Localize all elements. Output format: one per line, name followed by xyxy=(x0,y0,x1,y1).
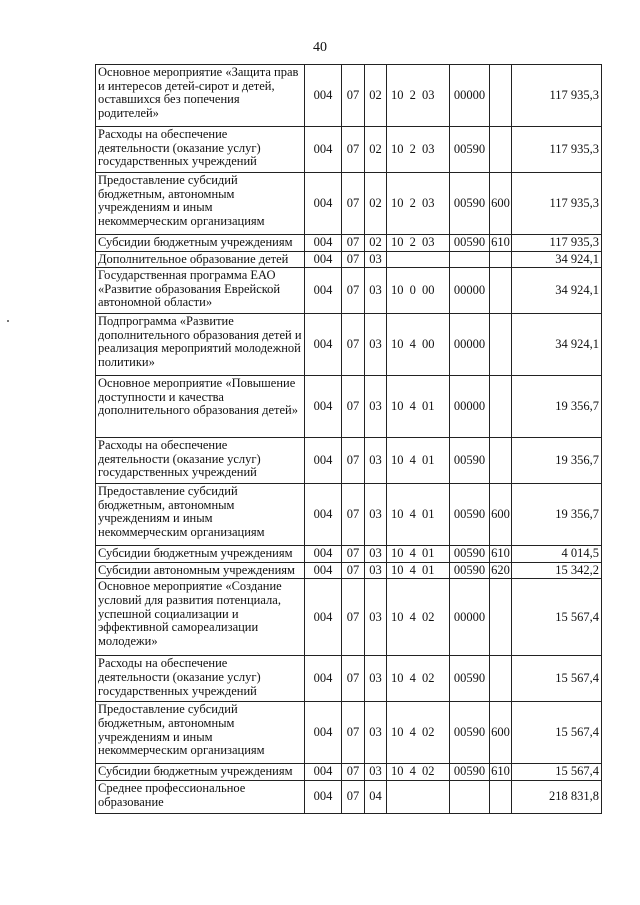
subsection-code: 03 xyxy=(365,268,387,314)
row-name: Государственная программа ЕАО «Развитие образования Еврейской автономной области» xyxy=(96,268,305,314)
amount: 117 935,3 xyxy=(512,235,602,252)
ministry-code: 004 xyxy=(305,579,342,656)
program-code: 10 4 01 xyxy=(387,546,450,563)
ministry-code: 004 xyxy=(305,173,342,235)
expense-type-code xyxy=(490,438,512,484)
direction-code: 00000 xyxy=(450,579,490,656)
amount: 4 014,5 xyxy=(512,546,602,563)
section-code: 07 xyxy=(342,780,365,813)
program-code: 10 2 03 xyxy=(387,173,450,235)
ministry-code: 004 xyxy=(305,780,342,813)
direction-code xyxy=(450,251,490,268)
direction-code: 00590 xyxy=(450,173,490,235)
section-code: 07 xyxy=(342,268,365,314)
direction-code: 00000 xyxy=(450,65,490,127)
row-name: Предоставление субсидий бюджетным, автономным учреждениям и иным некоммерческим организациям xyxy=(96,484,305,546)
expense-type-code: 600 xyxy=(490,702,512,764)
expense-type-code: 620 xyxy=(490,562,512,579)
section-code: 07 xyxy=(342,127,365,173)
section-code: 07 xyxy=(342,764,365,781)
section-code: 07 xyxy=(342,235,365,252)
program-code: 10 4 02 xyxy=(387,579,450,656)
program-code: 10 4 01 xyxy=(387,376,450,438)
expense-type-code: 610 xyxy=(490,546,512,563)
table-row xyxy=(96,579,602,656)
program-code: 10 4 02 xyxy=(387,702,450,764)
row-name: Среднее профессиональное образование xyxy=(96,780,305,813)
ministry-code: 004 xyxy=(305,376,342,438)
amount: 117 935,3 xyxy=(512,65,602,127)
expense-type-code xyxy=(490,268,512,314)
subsection-code: 03 xyxy=(365,484,387,546)
row-name: Расходы на обеспечение деятельности (оказание услуг) государственных учреждений xyxy=(96,127,305,173)
ministry-code: 004 xyxy=(305,268,342,314)
ministry-code: 004 xyxy=(305,562,342,579)
amount: 15 567,4 xyxy=(512,702,602,764)
program-code: 10 0 00 xyxy=(387,268,450,314)
program-code: 10 2 03 xyxy=(387,127,450,173)
expense-type-code: 600 xyxy=(490,173,512,235)
section-code: 07 xyxy=(342,173,365,235)
direction-code: 00590 xyxy=(450,562,490,579)
section-code: 07 xyxy=(342,314,365,376)
amount: 19 356,7 xyxy=(512,484,602,546)
table-row xyxy=(96,65,602,127)
section-code: 07 xyxy=(342,251,365,268)
subsection-code: 03 xyxy=(365,438,387,484)
direction-code: 00590 xyxy=(450,546,490,563)
subsection-code: 03 xyxy=(365,314,387,376)
ministry-code: 004 xyxy=(305,235,342,252)
table-row xyxy=(96,780,602,813)
section-code: 07 xyxy=(342,656,365,702)
amount: 34 924,1 xyxy=(512,314,602,376)
expense-type-code xyxy=(490,251,512,268)
ministry-code: 004 xyxy=(305,546,342,563)
row-name: Субсидии бюджетным учреждениям xyxy=(96,235,305,252)
program-code: 10 4 02 xyxy=(387,656,450,702)
subsection-code: 02 xyxy=(365,173,387,235)
row-name: Подпрограмма «Развитие дополнительного образования детей и реализация мероприятий молодежной политики» xyxy=(96,314,305,376)
ministry-code: 004 xyxy=(305,702,342,764)
expense-type-code: 610 xyxy=(490,764,512,781)
ministry-code: 004 xyxy=(305,764,342,781)
amount: 19 356,7 xyxy=(512,438,602,484)
expense-type-code xyxy=(490,65,512,127)
row-name: Основное мероприятие «Создание условий для развития потенциала, успешной социализации и эффективной самореализации молодежи» xyxy=(96,579,305,656)
section-code: 07 xyxy=(342,702,365,764)
table-row xyxy=(96,656,602,702)
amount: 15 567,4 xyxy=(512,656,602,702)
section-code: 07 xyxy=(342,484,365,546)
expense-type-code: 600 xyxy=(490,484,512,546)
table-row xyxy=(96,764,602,781)
subsection-code: 03 xyxy=(365,562,387,579)
subsection-code: 02 xyxy=(365,127,387,173)
table-body xyxy=(96,65,602,814)
program-code: 10 4 00 xyxy=(387,314,450,376)
page-number: 40 xyxy=(313,40,327,55)
amount: 218 831,8 xyxy=(512,780,602,813)
direction-code: 00000 xyxy=(450,268,490,314)
amount: 19 356,7 xyxy=(512,376,602,438)
expense-type-code xyxy=(490,780,512,813)
program-code: 10 2 03 xyxy=(387,235,450,252)
program-code: 10 4 01 xyxy=(387,484,450,546)
table-row xyxy=(96,127,602,173)
ministry-code: 004 xyxy=(305,314,342,376)
row-name: Предоставление субсидий бюджетным, автономным учреждениям и иным некоммерческим организациям xyxy=(96,173,305,235)
subsection-code: 03 xyxy=(365,251,387,268)
direction-code: 00000 xyxy=(450,376,490,438)
row-name: Расходы на обеспечение деятельности (оказание услуг) государственных учреждений xyxy=(96,438,305,484)
row-name: Дополнительное образование детей xyxy=(96,251,305,268)
ministry-code: 004 xyxy=(305,127,342,173)
section-code: 07 xyxy=(342,438,365,484)
table-row xyxy=(96,235,602,252)
table-row xyxy=(96,562,602,579)
expense-type-code xyxy=(490,579,512,656)
amount: 34 924,1 xyxy=(512,268,602,314)
amount: 34 924,1 xyxy=(512,251,602,268)
table-row xyxy=(96,268,602,314)
direction-code: 00590 xyxy=(450,764,490,781)
subsection-code: 02 xyxy=(365,65,387,127)
ministry-code: 004 xyxy=(305,656,342,702)
subsection-code: 03 xyxy=(365,702,387,764)
program-code xyxy=(387,251,450,268)
subsection-code: 03 xyxy=(365,376,387,438)
program-code xyxy=(387,780,450,813)
expense-type-code: 610 xyxy=(490,235,512,252)
table-row xyxy=(96,438,602,484)
section-code: 07 xyxy=(342,579,365,656)
row-name: Субсидии автономным учреждениям xyxy=(96,562,305,579)
direction-code: 00590 xyxy=(450,702,490,764)
direction-code: 00590 xyxy=(450,484,490,546)
budget-table xyxy=(95,64,602,814)
amount: 117 935,3 xyxy=(512,173,602,235)
program-code: 10 4 02 xyxy=(387,764,450,781)
table-row xyxy=(96,484,602,546)
table-row xyxy=(96,173,602,235)
ministry-code: 004 xyxy=(305,484,342,546)
row-name: Субсидии бюджетным учреждениям xyxy=(96,546,305,563)
subsection-code: 03 xyxy=(365,546,387,563)
section-code: 07 xyxy=(342,546,365,563)
subsection-code: 04 xyxy=(365,780,387,813)
amount: 15 567,4 xyxy=(512,579,602,656)
table-row xyxy=(96,314,602,376)
ministry-code: 004 xyxy=(305,65,342,127)
table-row xyxy=(96,546,602,563)
section-code: 07 xyxy=(342,562,365,579)
program-code: 10 2 03 xyxy=(387,65,450,127)
subsection-code: 03 xyxy=(365,764,387,781)
direction-code: 00590 xyxy=(450,438,490,484)
direction-code: 00590 xyxy=(450,235,490,252)
program-code: 10 4 01 xyxy=(387,438,450,484)
table-row xyxy=(96,376,602,438)
section-code: 07 xyxy=(342,376,365,438)
amount: 15 567,4 xyxy=(512,764,602,781)
row-name: Расходы на обеспечение деятельности (оказание услуг) государственных учреждений xyxy=(96,656,305,702)
subsection-code: 03 xyxy=(365,656,387,702)
row-name: Предоставление субсидий бюджетным, автономным учреждениям и иным некоммерческим организациям xyxy=(96,702,305,764)
expense-type-code xyxy=(490,376,512,438)
ministry-code: 004 xyxy=(305,438,342,484)
table-row xyxy=(96,251,602,268)
direction-code: 00590 xyxy=(450,127,490,173)
row-name: Основное мероприятие «Защита прав и интересов детей-сирот и детей, оставшихся без попечения родителей» xyxy=(96,65,305,127)
expense-type-code xyxy=(490,314,512,376)
margin-mark xyxy=(7,320,9,322)
row-name: Субсидии бюджетным учреждениям xyxy=(96,764,305,781)
table-row xyxy=(96,702,602,764)
expense-type-code xyxy=(490,127,512,173)
amount: 117 935,3 xyxy=(512,127,602,173)
subsection-code: 03 xyxy=(365,579,387,656)
direction-code: 00000 xyxy=(450,314,490,376)
row-name: Основное мероприятие «Повышение доступности и качества дополнительного образования детей» xyxy=(96,376,305,438)
subsection-code: 02 xyxy=(365,235,387,252)
section-code: 07 xyxy=(342,65,365,127)
amount: 15 342,2 xyxy=(512,562,602,579)
expense-type-code xyxy=(490,656,512,702)
program-code: 10 4 01 xyxy=(387,562,450,579)
direction-code xyxy=(450,780,490,813)
direction-code: 00590 xyxy=(450,656,490,702)
ministry-code: 004 xyxy=(305,251,342,268)
